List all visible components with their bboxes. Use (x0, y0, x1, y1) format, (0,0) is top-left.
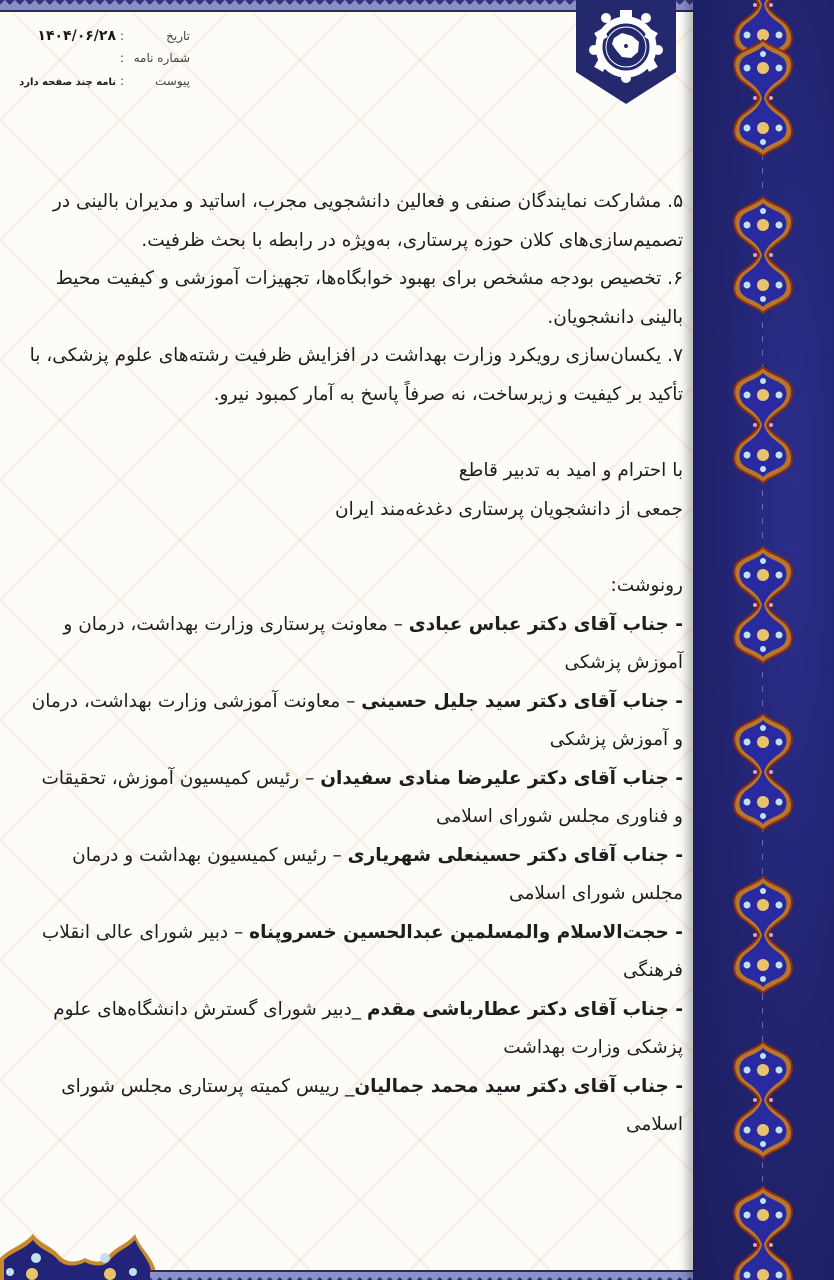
cc-recipient (28, 914, 683, 991)
closing-line: با احترام و امید به تدبیر قاطع (458, 460, 683, 481)
arabesque-ornament-icon (731, 712, 795, 832)
date-label: تاریخ (166, 29, 190, 43)
letter-meta (10, 28, 190, 97)
cc-recipient-name: - جناب آقای دکتر عباس عبادی (408, 613, 683, 635)
letter-number-label: شماره نامه (133, 51, 190, 65)
attachment-row: پیوست : نامه چند صفحه دارد (19, 74, 190, 88)
cc-recipient-title: _دبیر شورای گسترش دانشگاه‌های علوم پزشکی وزارت بهداشت (53, 998, 683, 1058)
arabesque-ornament-icon (731, 365, 795, 485)
cc-recipient (28, 760, 683, 837)
demand-item-5: ۵. مشارکت نمایندگان صنفی و فعالین دانشجویی مجرب، اساتید و مدیران بالینی در تصمیم‌سازی‌های کلان حوزه پرستاری، به‌ویژه در رابطه با بحث ظرفیت. (52, 191, 683, 251)
decorative-side-panel (693, 0, 834, 1280)
cc-recipient-title: – رئیس کمیسیون بهداشت و درمان مجلس شورای اسلامی (72, 844, 683, 904)
arabesque-ornament-icon (731, 545, 795, 665)
arabesque-ornament-icon (731, 195, 795, 315)
letter-body (28, 183, 683, 1145)
cc-recipient-title: _ رییس کمیته پرستاری مجلس شورای اسلامی (61, 1075, 683, 1135)
cc-recipient-title: – معاونت پرستاری وزارت بهداشت، درمان و آموزش پزشکی (63, 613, 683, 673)
cc-recipient-title: – دبیر شورای عالی انقلاب فرهنگی (41, 921, 683, 981)
arabesque-ornament-icon (731, 875, 795, 995)
cc-recipient-title: – رئیس کمیسیون آموزش، تحقیقات و فناوری مجلس شورای اسلامی (41, 767, 683, 827)
cc-recipient-name: - جناب آقای دکتر علیرضا منادی سفیدان (320, 767, 683, 789)
bottom-decorative-border (150, 1270, 693, 1280)
cc-recipient (28, 1068, 683, 1145)
date-value: ۱۴۰۴/۰۶/۲۸ (37, 28, 116, 44)
letter-number-row: شماره نامه : (119, 51, 190, 65)
cc-recipient-name: - جناب آقای دکتر حسینعلی شهریاری (347, 844, 683, 866)
arabesque-ornament-icon (731, 1185, 795, 1280)
organization-logo (576, 0, 676, 104)
attachment-value: نامه چند صفحه دارد (19, 77, 116, 88)
cc-recipient-title: – معاونت آموزشی وزارت بهداشت، درمان و آموزش پزشکی (31, 690, 683, 750)
cc-recipient-name: - جناب آقای دکتر سید جلیل حسینی (361, 690, 683, 712)
arabesque-ornament-icon (731, 38, 795, 158)
cc-recipient (28, 837, 683, 914)
date-row: تاریخ : ۱۴۰۴/۰۶/۲۸ (37, 28, 190, 44)
cc-recipient-name: - حجت‌الاسلام والمسلمین عبدالحسین خسروپناه (249, 921, 683, 943)
cc-recipient (28, 683, 683, 760)
demand-item-6: ۶. تخصیص بودجه مشخص برای بهبود خوابگاه‌ها، تجهیزات آموزشی و کیفیت محیط بالینی دانشجویان. (55, 268, 683, 328)
signature-line: جمعی از دانشجویان پرستاری دغدغه‌مند ایران (335, 498, 683, 520)
cc-recipient-name: - جناب آقای دکتر سید محمد جمالیان (354, 1075, 683, 1097)
demand-item-7: ۷. یکسان‌سازی رویکرد وزارت بهداشت در افزایش ظرفیت رشته‌های علوم پزشکی، با تأکید بر کیفیت و زیرساخت، نه صرفاً پاسخ به آمار کمبود نیرو. (29, 345, 683, 405)
cc-recipient-name: - جناب آقای دکتر عطارباشی مقدم (366, 998, 683, 1020)
attachment-label: پیوست (155, 74, 190, 88)
cc-recipient (28, 991, 683, 1068)
cc-recipient (28, 606, 683, 683)
arabesque-ornament-icon (731, 1040, 795, 1160)
cc-heading: رونوشت: (610, 575, 683, 596)
corner-ornament-icon (0, 1228, 155, 1280)
